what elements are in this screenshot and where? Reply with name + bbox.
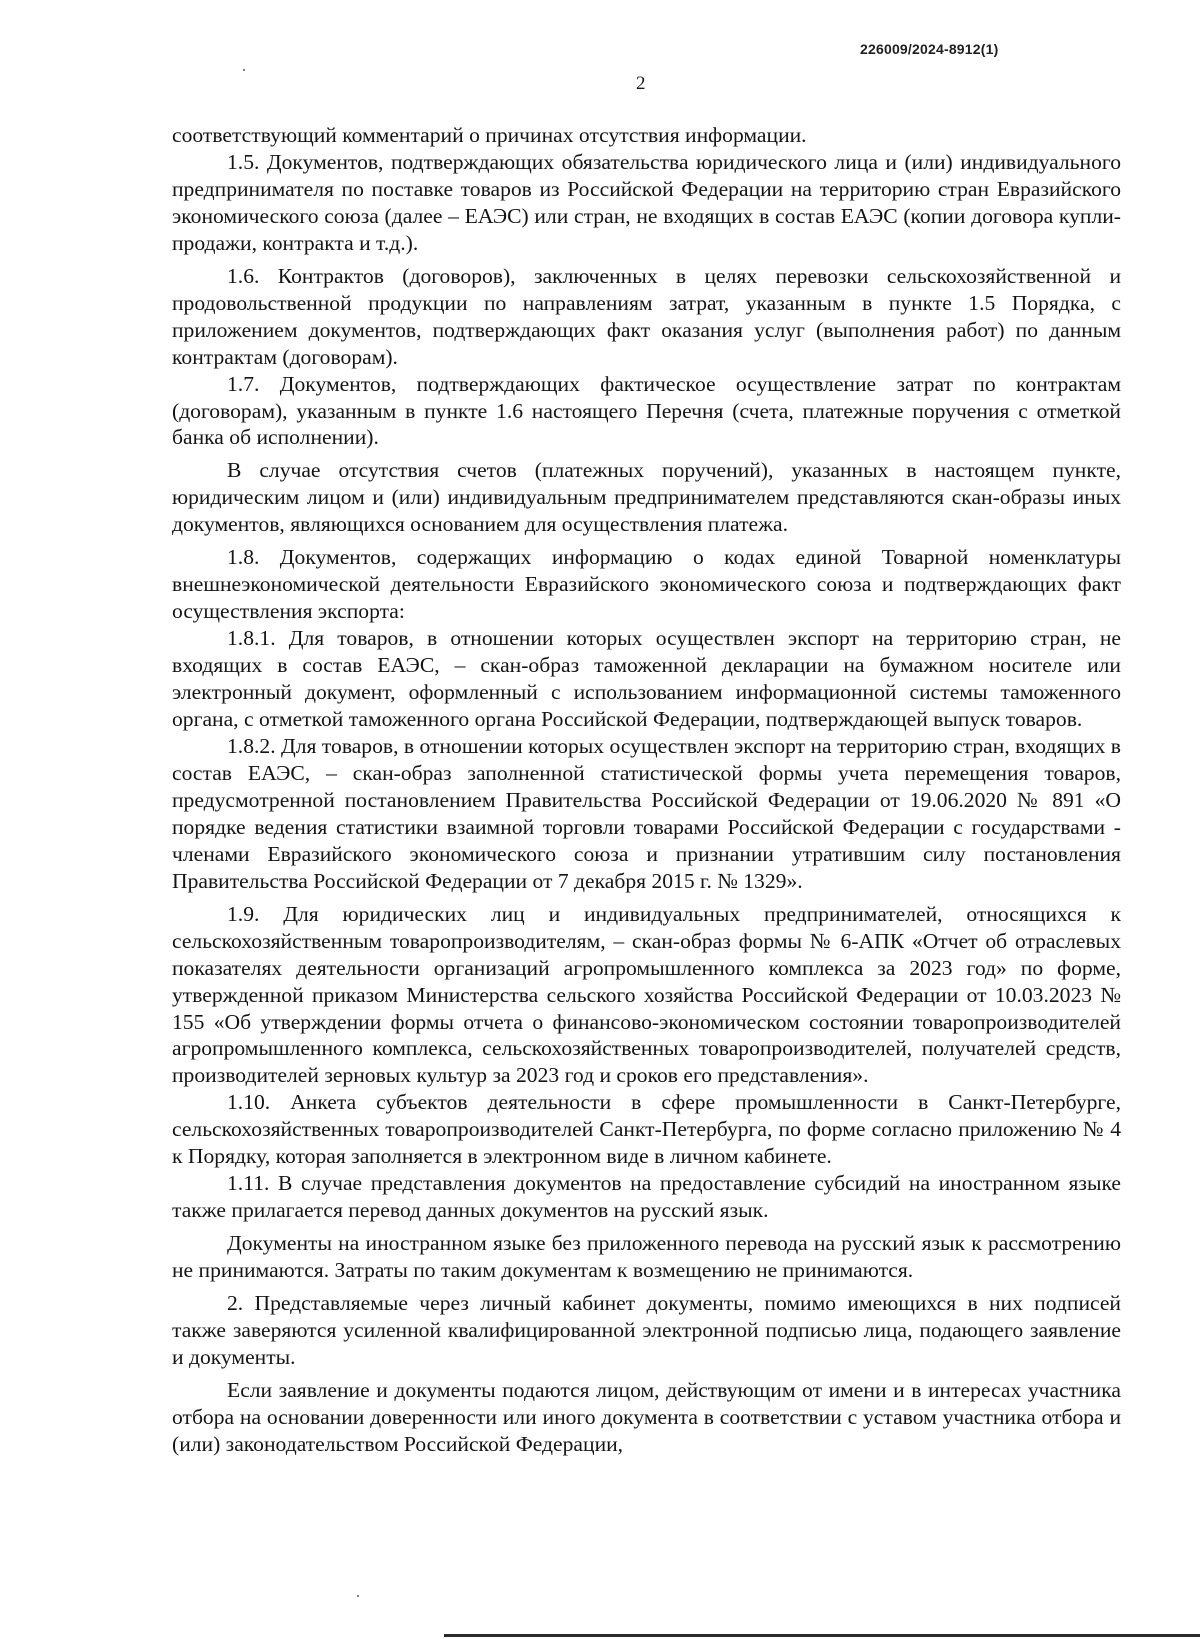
paragraph-representative: Если заявление и документы подаются лицом, действующим от имени и в интересах участника отбора на основании доверенности или иного документа в соответствии с уставом участника отбора и (или) законодательством Российской Федерации, xyxy=(172,1377,1121,1456)
paragraph-1-6: 1.6. Контрактов (договоров), заключенных в целях перевозки сельскохозяйственной и продовольственной продукции по направлениям затрат, указанным в пункте 1.5 Порядка, с приложением документов, подтверждающих факт оказания услуг (выполнения работ) по данным контрактам (договорам). xyxy=(172,263,1121,369)
scan-edge-line xyxy=(444,1634,1200,1637)
paragraph-continuation: соответствующий комментарий о причинах отсутствия информации. xyxy=(172,123,807,147)
document-registration-number: 226009/2024-8912(1) xyxy=(860,41,999,57)
scan-speck xyxy=(243,69,245,71)
paragraph-1-9: 1.9. Для юридических лиц и индивидуальных предпринимателей, относящихся к сельскохозяйственным товаропроизводителям, – скан-образ формы № 6-АПК «Отчет об отраслевых показателях деятельности организаций агропромышленного комплекса за 2023 год» по форме, утвержденной приказом Министерства сельского хозяйства Российской Федерации от 10.03.2023 № 155 «Об утверждении формы отчета о финансово-экономическом состоянии товаропроизводителей агропромышленного комплекса, сельскохозяйственных товаропроизводителей, получателей средств, производителей зерновых культур за 2023 год и сроков его представления». xyxy=(172,901,1121,1088)
document-body xyxy=(172,122,1121,1458)
paragraph-foreign-docs: Документы на иностранном языке без приложенного перевода на русский язык к рассмотрению не принимаются. Затраты по таким документам к возмещению не принимаются. xyxy=(172,1231,1121,1283)
paragraph-1-11: 1.11. В случае представления документов на предоставление субсидий на иностранном языке также прилагается перевод данных документов на русский язык. xyxy=(172,1171,1121,1223)
scan-speck xyxy=(357,1595,359,1597)
paragraph-1-8-2: 1.8.2. Для товаров, в отношении которых осуществлен экспорт на территорию стран, входящих в состав ЕАЭС, – скан-образ заполненной статистической формы учета перемещения товаров, предусмотренной постановлением Правительства Российской Федерации от 19.06.2020 № 891 «О порядке ведения статистики взаимной торговли товарами Российской Федерации с государствами - членами Евразийского экономического союза и признании утратившим силу постановления Правительства Российской Федерации от 7 декабря 2015 г. № 1329». xyxy=(172,733,1121,893)
paragraph-1-7-note: В случае отсутствия счетов (платежных поручений), указанных в настоящем пункте, юридическим лицом и (или) индивидуальным предпринимателем представляются скан-образы иных документов, являющихся основанием для осуществления платежа. xyxy=(172,458,1121,537)
paragraph-1-8-1: 1.8.1. Для товаров, в отношении которых осуществлен экспорт на территорию стран, не входящих в состав ЕАЭС, – скан-образ таможенной декларации на бумажном носителе или электронный документ, оформленный с использованием информационной системы таможенного органа, с отметкой таможенного органа Российской Федерации, подтверждающей выпуск товаров. xyxy=(172,626,1121,732)
paragraph-1-5: 1.5. Документов, подтверждающих обязательства юридического лица и (или) индивидуального предпринимателя по поставке товаров из Российской Федерации на территорию стран Евразийского экономического союза (далее – ЕАЭС) или стран, не входящих в состав ЕАЭС (копии договора купли-продажи, контракта и т.д.). xyxy=(172,149,1121,255)
paragraph-1-8: 1.8. Документов, содержащих информацию о кодах единой Товарной номенклатуры внешнеэкономической деятельности Евразийского экономического союза и подтверждающих факт осуществления экспорта: xyxy=(172,545,1121,624)
page-number: 2 xyxy=(636,73,646,94)
paragraph-1-7: 1.7. Документов, подтверждающих фактическое осуществление затрат по контрактам (договорам), указанным в пункте 1.6 настоящего Перечня (счета, платежные поручения с отметкой банка об исполнении). xyxy=(172,371,1121,450)
paragraph-2: 2. Представляемые через личный кабинет документы, помимо имеющихся в них подписей также заверяются усиленной квалифицированной электронной подписью лица, подающего заявление и документы. xyxy=(172,1291,1121,1369)
paragraph-1-10: 1.10. Анкета субъектов деятельности в сфере промышленности в Санкт-Петербурге, сельскохозяйственных товаропроизводителей Санкт-Петербурга, по форме согласно приложению № 4 к Порядку, которая заполняется в электронном виде в личном кабинете. xyxy=(172,1090,1121,1169)
